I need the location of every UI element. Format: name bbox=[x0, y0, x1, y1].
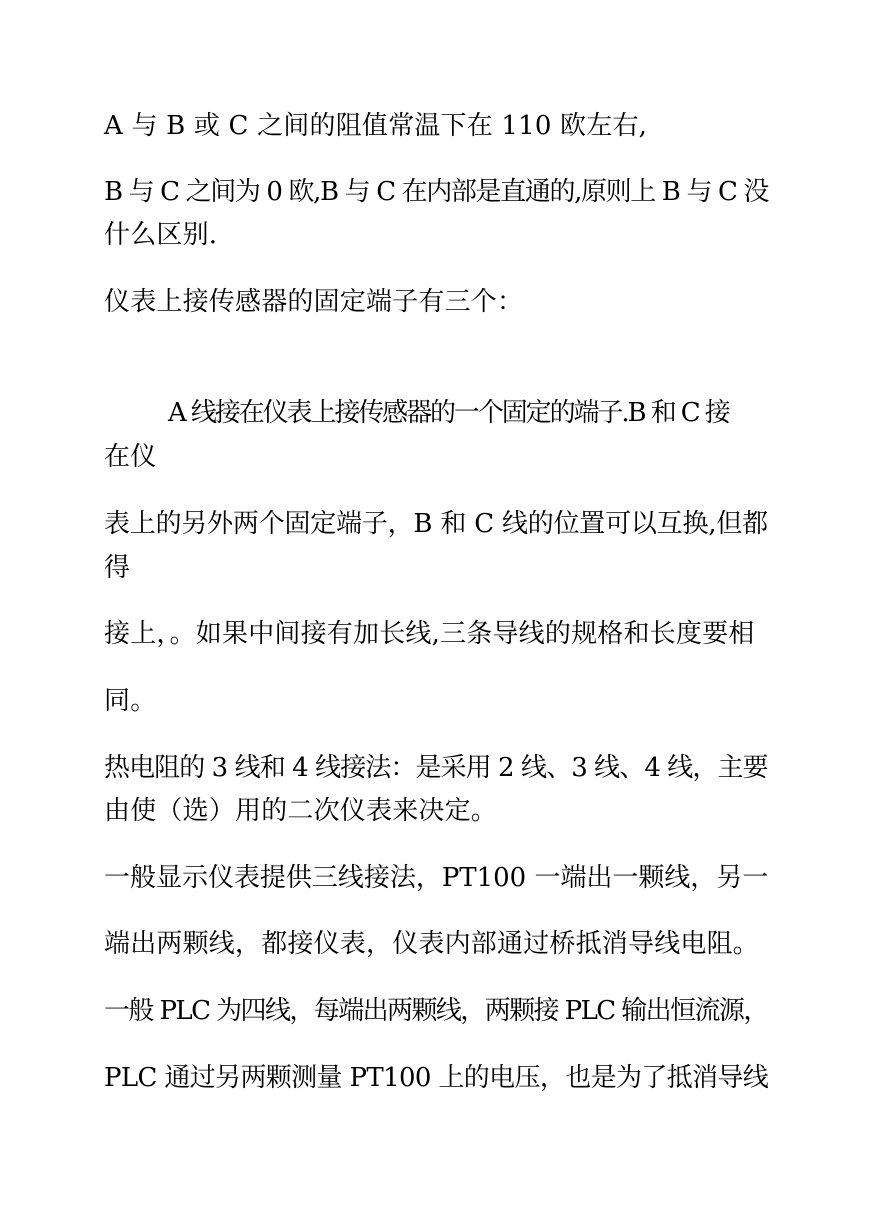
text-line: 一般显示仪表提供三线接法，PT100 一端出一颗线，另一 bbox=[104, 863, 769, 893]
text-line: 仪表上接传感器的固定端子有三个： bbox=[104, 287, 524, 317]
text-line: 同。 bbox=[104, 686, 157, 716]
text-line: 一般 PLC 为四线，每端出两颗线，两颗接 PLC 输出恒流源， bbox=[104, 996, 768, 1026]
text-line: 端出两颗线，都接仪表，仪表内部通过桥抵消导线电阻。 bbox=[104, 929, 760, 959]
text-line: 接上，。如果中间接有加长线,三条导线的规格和长度要相 bbox=[104, 619, 755, 649]
text-line: 什么区别. bbox=[104, 220, 218, 250]
text-line: 由使（选）用的二次仪表来决定。 bbox=[104, 796, 498, 826]
text-line: A 与 B 或 C 之间的阻值常温下在 110 欧左右, bbox=[104, 111, 648, 141]
text-line: A 线接在仪表上接传感器的一个固定的端子.B 和 C 接 bbox=[168, 398, 729, 428]
text-line: 表上的另外两个固定端子，B 和 C 线的位置可以互换,但都 bbox=[104, 509, 768, 539]
text-line: 得 bbox=[104, 553, 131, 583]
text-line: 在仪 bbox=[104, 442, 157, 472]
text-line: B 与 C 之间为 0 欧,B 与 C 在内部是直通的,原则上 B 与 C 没 bbox=[104, 177, 769, 207]
text-line: 热电阻的 3 线和 4 线接法：是采用 2 线、3 线、4 线，主要 bbox=[104, 753, 768, 783]
text-line: PLC 通过另两颗测量 PT100 上的电压，也是为了抵消导线 bbox=[104, 1063, 769, 1093]
